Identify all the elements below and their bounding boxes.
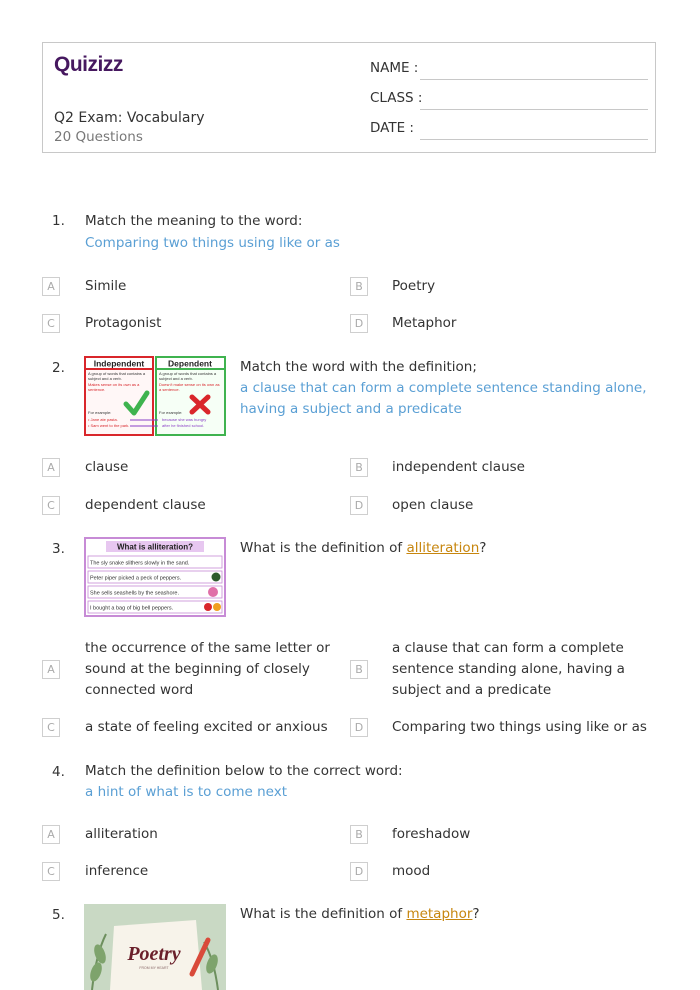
option-text[interactable]: the occurrence of the same letter or sound at the beginning of closely connected word <box>85 640 330 698</box>
option-text[interactable]: independent clause <box>392 459 525 475</box>
option-letter-c[interactable]: C <box>42 496 60 515</box>
option-letter-a[interactable]: A <box>42 825 60 844</box>
independent-example-2: • Sam went to the park. <box>88 423 130 428</box>
option-text[interactable]: Simile <box>85 278 127 294</box>
dependent-example-1: because she was hungry <box>162 417 207 422</box>
option-letter-a[interactable]: A <box>42 277 60 296</box>
name-label: NAME : <box>370 60 419 76</box>
seashell-icon <box>208 587 218 597</box>
alliteration-line-3: She sells seashells by the seashore. <box>90 590 179 597</box>
date-line <box>420 139 648 140</box>
option-text[interactable]: a clause that can form a complete sentence standing alone, having a subject and a predicate <box>392 640 625 698</box>
question-number: 2. <box>52 360 65 376</box>
alliteration-line-2: Peter piper picked a peck of peppers. <box>90 575 182 582</box>
alliteration-line-1: The sly snake slithers slowly in the sand. <box>90 560 190 567</box>
option-text[interactable]: Metaphor <box>392 315 457 331</box>
option-letter-c[interactable]: C <box>42 718 60 737</box>
option-letter-c[interactable]: C <box>42 314 60 333</box>
question-prompt: What is the definition of alliteration? <box>240 540 487 556</box>
option-letter-b[interactable]: B <box>350 660 368 679</box>
option-text[interactable]: open clause <box>392 497 474 513</box>
dependent-example-2: after he finished school. <box>162 423 205 428</box>
question-prompt: Match the meaning to the word: <box>85 213 303 229</box>
option-text[interactable]: Poetry <box>392 278 436 294</box>
name-field[interactable] <box>370 58 648 80</box>
date-label: DATE : <box>370 120 414 136</box>
question-prompt: What is the definition of metaphor? <box>240 906 480 922</box>
red-pepper-icon <box>204 603 212 611</box>
question-prompt: Match the word with the definition; <box>240 359 477 375</box>
option-text[interactable]: clause <box>85 459 129 475</box>
independent-description: A group of words that contains a subject and a verb. <box>88 371 146 381</box>
option-text[interactable]: inference <box>85 863 149 879</box>
question-number: 3. <box>52 541 65 557</box>
pepper-icon <box>212 573 221 582</box>
option-letter-d[interactable]: D <box>350 862 368 881</box>
independent-title: Independent <box>93 358 145 369</box>
name-line <box>420 79 648 80</box>
dependent-description: A group of words that contains a subject and a verb. <box>159 371 217 381</box>
question-sub-text: having a subject and a predicate <box>240 401 462 417</box>
option-letter-d[interactable]: D <box>350 314 368 333</box>
class-label: CLASS : <box>370 90 423 106</box>
dependent-example-label: For example: <box>159 410 183 415</box>
question-sub-text: a clause that can form a complete sentence standing alone, <box>240 380 647 396</box>
independent-description-2: Makes sense on its own as a sentence. <box>88 382 140 392</box>
question-count: 20 Questions <box>54 129 143 145</box>
option-text[interactable]: dependent clause <box>85 497 206 513</box>
dependent-description-2: Doesn't make sense on its own as a sentence. <box>159 382 220 392</box>
question-sub-text: Comparing two things using like or as <box>85 235 340 251</box>
option-letter-b[interactable]: B <box>350 458 368 477</box>
option-text[interactable]: a state of feeling excited or anxious <box>85 719 328 735</box>
option-text[interactable]: foreshadow <box>392 826 471 842</box>
exam-title: Q2 Exam: Vocabulary <box>54 110 205 126</box>
option-letter-d[interactable]: D <box>350 718 368 737</box>
class-field[interactable] <box>370 88 648 110</box>
option-text[interactable]: Protagonist <box>85 315 162 331</box>
alliteration-line-4: I bought a bag of big bell peppers. <box>90 605 174 612</box>
option-letter-c[interactable]: C <box>42 862 60 881</box>
question-number: 1. <box>52 213 65 229</box>
question-sub-text: a hint of what is to come next <box>85 784 288 800</box>
dependent-title: Dependent <box>168 358 212 369</box>
option-letter-b[interactable]: B <box>350 277 368 296</box>
date-field[interactable] <box>370 118 648 140</box>
option-letter-b[interactable]: B <box>350 825 368 844</box>
option-text[interactable]: alliteration <box>85 826 158 842</box>
option-letter-d[interactable]: D <box>350 496 368 515</box>
option-letter-a[interactable]: A <box>42 660 60 679</box>
independent-example-label: For example: <box>88 410 112 415</box>
question-number: 4. <box>52 764 65 780</box>
metaphor-link[interactable]: metaphor <box>406 906 473 922</box>
class-line <box>420 109 648 110</box>
question-number: 5. <box>52 907 65 923</box>
poetry-image <box>84 904 226 990</box>
poetry-subtitle: FROM MY HEART <box>139 966 169 970</box>
clause-comparison-image <box>84 356 226 436</box>
worksheet-header <box>42 42 656 153</box>
alliteration-image <box>84 537 226 617</box>
option-text[interactable]: Comparing two things using like or as <box>392 719 647 735</box>
yellow-pepper-icon <box>213 603 221 611</box>
option-text[interactable]: mood <box>392 863 431 879</box>
independent-example-1: • Jane ate pasta. <box>88 417 118 422</box>
alliteration-title: What is alliteration? <box>116 542 194 552</box>
poetry-title: Poetry <box>127 943 181 965</box>
option-letter-a[interactable]: A <box>42 458 60 477</box>
question-prompt: Match the definition below to the correct word: <box>85 763 403 779</box>
alliteration-link[interactable]: alliteration <box>406 540 480 556</box>
quizizz-logo: Quizizz <box>54 53 123 76</box>
